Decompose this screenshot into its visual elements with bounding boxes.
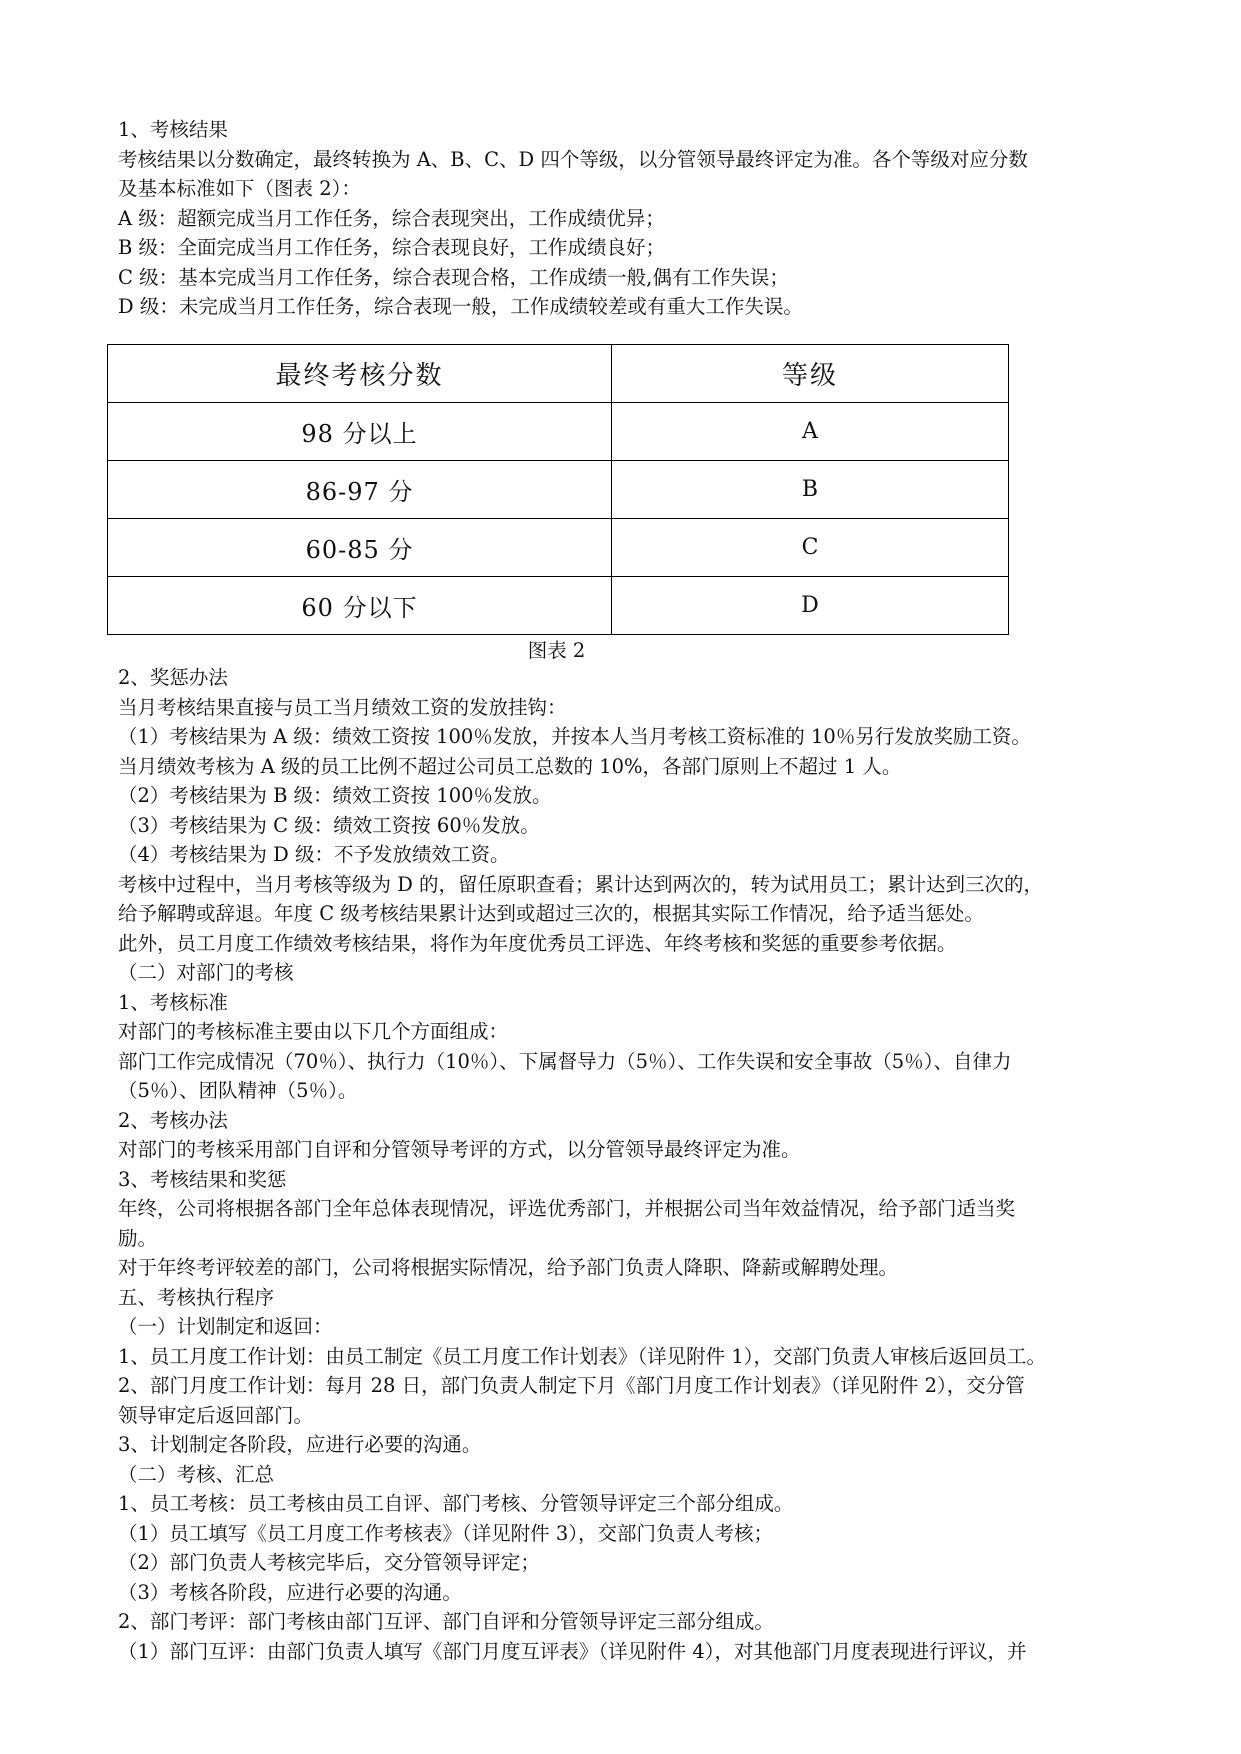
- grade-a-description: A 级：超额完成当月工作任务，综合表现突出，工作成绩优异；: [118, 206, 665, 230]
- table-header-row: [108, 345, 1009, 403]
- rewards-and-procedures-section: [118, 663, 1128, 1666]
- section-heading: （二）考核、汇总: [118, 1462, 275, 1486]
- grade-cell: B: [612, 461, 1009, 519]
- table-caption: 图表 2: [527, 639, 586, 662]
- paragraph-line: 1、员工考核：员工考核由员工自评、部门考核、分管领导评定三个部分组成。: [118, 1492, 794, 1515]
- paragraph-line: （3）考核各阶段，应进行必要的沟通。: [118, 1580, 462, 1604]
- section-heading: 1、考核标准: [118, 990, 228, 1014]
- section-heading: 2、奖惩办法: [118, 666, 228, 689]
- paragraph-line: （5％）、团队精神（5％）。: [118, 1079, 358, 1102]
- paragraph-line: 励。: [118, 1226, 158, 1250]
- paragraph-line: 对部门的考核采用部门自评和分管领导考评的方式，以分管领导最终评定为准。: [118, 1138, 801, 1161]
- grade-d-description: D 级：未完成当月工作任务，综合表现一般，工作成绩较差或有重大工作失误。: [118, 295, 803, 318]
- paragraph-line: 及基本标准如下（图表 2）：: [118, 177, 361, 200]
- grade-c-description: C 级：基本完成当月工作任务，综合表现合格，工作成绩一般,偶有工作失误；: [118, 265, 789, 289]
- grade-cell: D: [612, 577, 1009, 635]
- score-grade-table: [107, 344, 1009, 635]
- paragraph-line: 对于年终考评较差的部门，公司将根据实际情况，给予部门负责人降职、降薪或解聘处理。: [118, 1256, 899, 1279]
- grade-cell: A: [612, 403, 1009, 461]
- paragraph-line: 对部门的考核标准主要由以下几个方面组成：: [118, 1020, 509, 1043]
- paragraph-line: 部门工作完成情况（70％）、执行力（10％）、下属督导力（5％）、工作失误和安全事故（5％）、自律力: [118, 1049, 1012, 1073]
- header-final-score: 最终考核分数: [108, 345, 612, 403]
- paragraph-line: （3）考核结果为 C 级：绩效工资按 60％发放。: [118, 813, 540, 837]
- paragraph-line: （1）考核结果为 A 级：绩效工资按 100％发放，并按本人当月考核工资标准的 10％另行发放奖励工资。: [118, 725, 1031, 748]
- paragraph-line: 当月绩效考核为 A 级的员工比例不超过公司员工总数的 10%，各部门原则上不超过 1 人。: [118, 754, 902, 778]
- section-heading: 2、考核办法: [118, 1108, 228, 1132]
- paragraph-line: （2）考核结果为 B 级：绩效工资按 100％发放。: [118, 784, 552, 807]
- paragraph-line: （4）考核结果为 D 级：不予发放绩效工资。: [118, 843, 510, 866]
- table-row: [108, 461, 1009, 519]
- paragraph-line: 2、部门考评：部门考核由部门互评、部门自评和分管领导评定三部分组成。: [118, 1610, 774, 1633]
- score-cell: 98 分以上: [108, 403, 612, 461]
- paragraph-line: 此外，员工月度工作绩效考核结果，将作为年度优秀员工评选、年终考核和奖惩的重要参考依据。: [118, 931, 957, 955]
- paragraph-line: 领导审定后返回部门。: [118, 1403, 314, 1427]
- grade-cell: C: [612, 519, 1009, 577]
- assessment-result-section: [118, 115, 1128, 322]
- score-cell: 60-85 分: [108, 519, 612, 577]
- paragraph-line: 1、员工月度工作计划：由员工制定《员工月度工作计划表》（详见附件 1），交部门负责人审核后返回员工。: [118, 1344, 1047, 1368]
- table-row: [108, 577, 1009, 635]
- paragraph-line: （1）员工填写《员工月度工作考核表》（详见附件 3），交部门负责人考核；: [118, 1521, 774, 1545]
- score-cell: 60 分以下: [108, 577, 612, 635]
- header-grade: 等级: [612, 345, 1009, 403]
- paragraph-line: 考核中过程中，当月考核等级为 D 的，留任原职查看；累计达到两次的，转为试用员工；累计达到三次的，: [118, 872, 1044, 896]
- table-row: [108, 403, 1009, 461]
- section-heading: （二）对部门的考核: [118, 961, 294, 984]
- paragraph-line: （1）部门互评：由部门负责人填写《部门月度互评表》（详见附件 4），对其他部门月度表现进行评议，并: [118, 1639, 1027, 1663]
- grade-b-description: B 级：全面完成当月工作任务，综合表现良好，工作成绩良好；: [118, 236, 666, 259]
- section-heading: （一）计划制定和返回：: [118, 1315, 333, 1338]
- paragraph-line: （2）部门负责人考核完毕后，交分管领导评定；: [118, 1551, 540, 1574]
- paragraph-line: 当月考核结果直接与员工当月绩效工资的发放挂钩：: [118, 695, 567, 719]
- section-heading: 3、考核结果和奖惩: [118, 1167, 287, 1191]
- score-cell: 86-97 分: [108, 461, 612, 519]
- paragraph-line: 给予解聘或辞退。年度 C 级考核结果累计达到或超过三次的，根据其实际工作情况，给予适当惩处。: [118, 902, 984, 925]
- paragraph-line: 年终，公司将根据各部门全年总体表现情况，评选优秀部门，并根据公司当年效益情况，给予部门适当奖: [118, 1197, 1016, 1220]
- paragraph-line: 2、部门月度工作计划：每月 28 日，部门负责人制定下月《部门月度工作计划表》（详见附件 2），交分管: [118, 1374, 1025, 1397]
- section-heading: 1、考核结果: [118, 118, 228, 141]
- table-row: [108, 519, 1009, 577]
- section-heading: 五、考核执行程序: [118, 1285, 275, 1309]
- paragraph-line: 3、计划制定各阶段，应进行必要的沟通。: [118, 1433, 482, 1456]
- paragraph-line: 考核结果以分数确定，最终转换为 A、B、C、D 四个等级，以分管领导最终评定为准。各个等级对应分数: [118, 147, 1028, 171]
